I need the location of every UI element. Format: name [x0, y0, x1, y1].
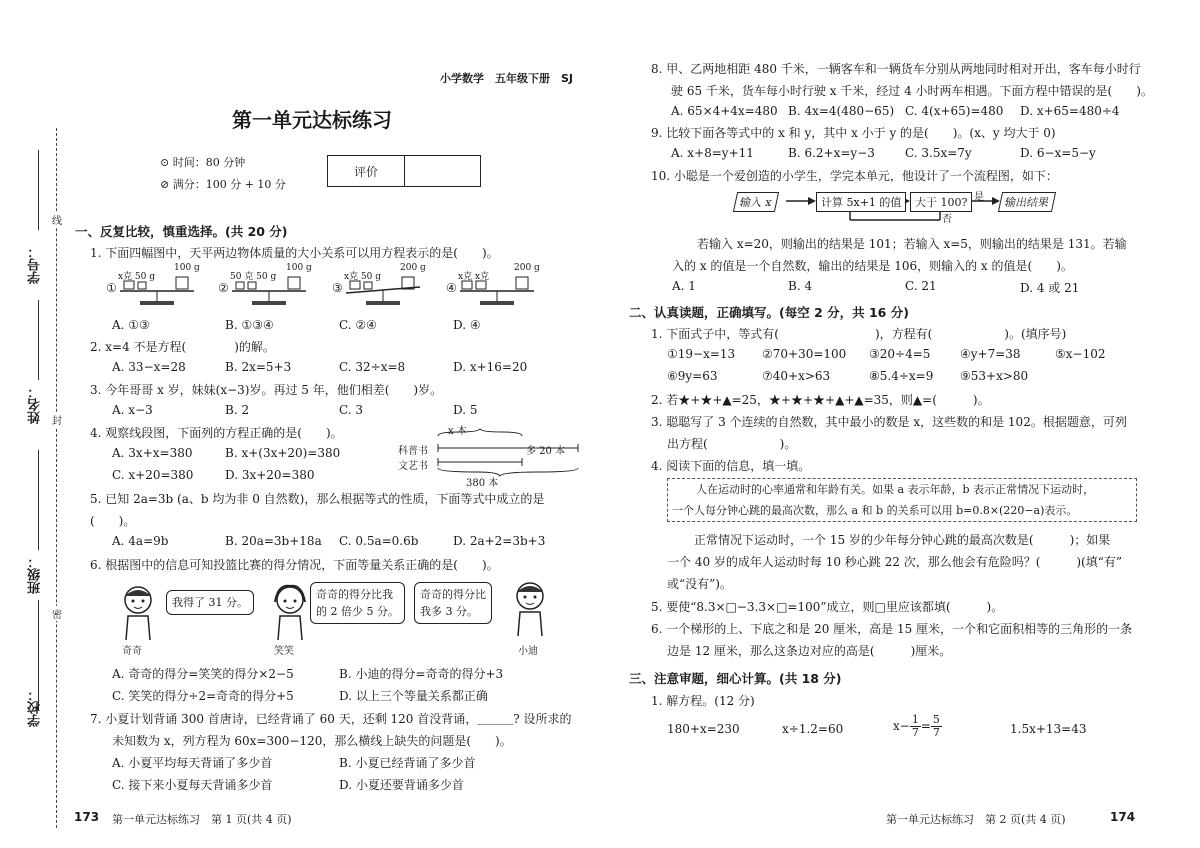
left-page-number: 173: [74, 810, 100, 824]
q6-stem: 6. 根据图中的信息可知投篮比赛的得分情况，下面等量关系正确的是( )。: [90, 558, 499, 572]
q9-option-c[interactable]: C. 3.5x=7y: [905, 146, 972, 160]
xingming-line: [38, 300, 39, 380]
q4-option-b[interactable]: B. x+(3x+20)=380: [225, 446, 341, 460]
q1-option-c[interactable]: C. ②④: [339, 318, 377, 332]
heart-rate-info-box: [667, 478, 1137, 522]
s2-q2: 2. 若★+★+▲=25，★+★+★+▲+▲=35，则▲=( )。: [651, 393, 990, 407]
section-2-heading: 二、认真读题，正确填写。(每空 2 分，共 16 分): [629, 305, 909, 320]
q7-option-d[interactable]: D. 小夏还要背诵多少首: [339, 778, 464, 792]
xiaoxiao-avatar: [270, 582, 310, 642]
scale-2: ② 50 克 50 g 100 g: [216, 265, 316, 307]
s2-q1-expr-5: ⑤x−102: [1055, 347, 1106, 361]
q9-option-a[interactable]: A. x+8=y+11: [671, 146, 754, 160]
section-1-heading: 一、反复比较，慎重选择。(共 20 分): [75, 224, 288, 239]
q2-option-d[interactable]: D. x+16=20: [453, 360, 528, 374]
q5-option-b[interactable]: B. 20a=3b+18a: [225, 534, 322, 548]
info-line-1: 人在运动时的心率通常和年龄有关。如果 a 表示年龄，b 表示正常情况下运动时，: [696, 483, 1095, 496]
xingming-label: 姓名：: [28, 385, 43, 424]
q8-option-d[interactable]: D. x+65=480÷4: [1020, 104, 1120, 118]
flow-input: 输入 x: [733, 192, 779, 212]
q5-option-c[interactable]: C. 0.5a=0.6b: [339, 534, 419, 548]
flow-yes: 是: [974, 192, 984, 203]
equation-3: x− $\frac{1}{7}$ = $\frac{5}{7}$: [893, 713, 940, 739]
q4-stem: 4. 观察线段图，下面列的方程正确的是( )。: [90, 426, 343, 440]
q4-option-c[interactable]: C. x+20=380: [112, 468, 194, 482]
q10-text-1: 若输入 x=20，则输出的结果是 101；若输入 x=5，则输出的结果是 131。若输: [697, 237, 1127, 251]
q8-option-a[interactable]: A. 65×4+4x=480: [671, 104, 778, 118]
q7-option-b[interactable]: B. 小夏已经背诵了多少首: [339, 756, 476, 770]
q3-option-b[interactable]: B. 2: [225, 403, 250, 417]
s2-q5: 5. 要使“8.3×□−3.3×□=100”成立，则□里应该都填( )。: [651, 600, 1004, 614]
flow-no: 否: [942, 214, 952, 225]
equation-1: 180+x=230: [667, 722, 740, 736]
xiaoxiao-name: 笑笑: [274, 646, 294, 657]
s2-q4-text-1: 正常情况下运动时，一个 15 岁的少年每分钟心跳的最高次数是( )；如果: [694, 533, 1111, 547]
scale-4: ④ x克 x克 200 g: [444, 265, 544, 307]
q10-option-c[interactable]: C. 21: [905, 279, 937, 293]
xuexiao-label: 学校：: [28, 688, 43, 727]
scale-3: ③ x克 50 g 200 g: [330, 265, 430, 307]
q7-stem-cont: 未知数为 x，列方程为 60x=300−120，那么横线上缺失的问题是( )。: [112, 734, 512, 748]
q10-option-d[interactable]: D. 4 或 21: [1020, 281, 1080, 295]
s2-q1-expr-7: ⑦40+x>63: [762, 369, 831, 383]
score-info: ⊘ 满分：100 分 + 10 分: [160, 178, 286, 191]
evaluation-box: [327, 155, 481, 187]
q9-stem: 9. 比较下面各等式中的 x 和 y，其中 x 小于 y 的是( )。(x、y 均大于 0): [651, 126, 1056, 140]
q1-option-a[interactable]: A. ①③: [112, 318, 150, 332]
xian-mark: 线: [52, 212, 62, 227]
mi-mark: 密: [52, 606, 62, 621]
s2-q1-expr-6: ⑥9y=63: [667, 369, 718, 383]
equation-4: 1.5x+13=43: [1010, 722, 1087, 736]
q10-option-a[interactable]: A. 1: [672, 279, 696, 293]
q4-option-a[interactable]: A. 3x+x=380: [112, 446, 193, 460]
qiqi-avatar: [118, 582, 158, 642]
banji-line: [38, 450, 39, 550]
flow-condition: 大于 100?: [910, 192, 972, 212]
q3-option-d[interactable]: D. 5: [453, 403, 478, 417]
q8-stem: 8. 甲、乙两地相距 480 千米，一辆客车和一辆货车分别从两地同时相对开出，客车每小时行: [651, 62, 1141, 76]
xuehao-line: [38, 150, 39, 230]
scale-1: ① x克 50 g 100 g: [104, 265, 204, 307]
s2-q1-expr-4: ④y+7=38: [960, 347, 1021, 361]
q7-stem: 7. 小夏计划背诵 300 首唐诗，已经背诵了 60 天，还剩 120 首没背诵，＿＿＿? 设所求的: [90, 712, 572, 726]
balance-scales-figure: [104, 263, 540, 307]
evaluation-label: 评价: [328, 156, 405, 186]
info-line-2: 一个人每分钟心跳的最高次数，那么 a 和 b 的关系可以用 b=0.8×(220−a)表示。: [672, 504, 1078, 517]
q3-stem: 3. 今年哥哥 x 岁，妹妹(x−3)岁。再过 5 年，他们相差( )岁。: [90, 383, 443, 397]
feng-mark: 封: [52, 412, 62, 427]
page-title: 第一单元达标练习: [232, 108, 392, 132]
xiaodi-bubble: 奇奇的得分比 我多 3 分。: [414, 582, 492, 624]
xiaoxiao-bubble: 奇奇的得分比我 的 2 倍少 5 分。: [310, 582, 405, 624]
flow-output: 输出结果: [998, 192, 1056, 212]
s2-q3-line1: 3. 聪聪写了 3 个连续的自然数，其中最小的数是 x，这些数的和是 102。根据题意，可列: [651, 415, 1127, 429]
q2-option-a[interactable]: A. 33−x=28: [112, 360, 186, 374]
q9-option-d[interactable]: D. 6−x=5−y: [1020, 146, 1096, 160]
q7-option-c[interactable]: C. 接下来小夏每天背诵多少首: [112, 778, 273, 792]
s2-q4-stem: 4. 阅读下面的信息，填一填。: [651, 459, 811, 473]
left-footer-text: 第一单元达标练习 第 1 页(共 4 页): [112, 813, 292, 826]
banji-label: 班级：: [28, 555, 43, 594]
s2-q6-line1: 6. 一个梯形的上、下底之和是 20 厘米，高是 15 厘米，一个和它面积相等的三角形的一条: [651, 622, 1133, 636]
flow-calc: 计算 5x+1 的值: [816, 192, 906, 212]
q2-stem: 2. x=4 不是方程( )的解。: [90, 340, 275, 354]
q8-stem-cont: 驶 65 千米，货车每小时行驶 x 千米，经过 4 小时两车相遇。下面方程中错误的是( )。: [671, 84, 1153, 98]
q6-option-d[interactable]: D. 以上三个等量关系都正确: [339, 689, 488, 703]
q10-option-b[interactable]: B. 4: [788, 279, 813, 293]
basketball-dialogue-figure: [118, 578, 558, 660]
s2-q6-line2: 边是 12 厘米，那么这条边对应的高是( )厘米。: [667, 644, 952, 658]
xiaodi-avatar: [510, 578, 550, 638]
q6-option-a[interactable]: A. 奇奇的得分=笑笑的得分×2−5: [112, 667, 294, 681]
time-info: ⊙ 时间：80 分钟: [160, 156, 246, 169]
q6-option-c[interactable]: C. 笑笑的得分÷2=奇奇的得分+5: [112, 689, 294, 703]
q8-option-c[interactable]: C. 4(x+65)=480: [905, 104, 1004, 118]
q1-option-d[interactable]: D. ④: [453, 318, 481, 332]
q8-option-b[interactable]: B. 4x=4(480−65): [788, 104, 895, 118]
right-page-number: 174: [1110, 810, 1136, 824]
s2-q4-text-2: 一个 40 岁的成年人运动时每 10 秒心跳 22 次，那么他会有危险吗？( )(填“有”: [667, 555, 1123, 569]
xuehao-label: 学号：: [28, 245, 43, 284]
s2-q1-expr-2: ②70+30=100: [762, 347, 847, 361]
q3-option-c[interactable]: C. 3: [339, 403, 364, 417]
equation-2: x÷1.2=60: [782, 722, 844, 736]
q5-option-d[interactable]: D. 2a+2=3b+3: [453, 534, 546, 548]
right-footer-text: 第一单元达标练习 第 2 页(共 4 页): [886, 813, 1066, 826]
q7-option-a[interactable]: A. 小夏平均每天背诵了多少首: [112, 756, 273, 770]
q6-option-b[interactable]: B. 小迪的得分=奇奇的得分+3: [339, 667, 504, 681]
q5-option-a[interactable]: A. 4a=9b: [112, 534, 169, 548]
q2-option-c[interactable]: C. 32÷x=8: [339, 360, 406, 374]
q5-stem: 5. 已知 2a=3b (a、b 均为非 0 自然数)，那么根据等式的性质，下面等式中成立的是: [90, 492, 545, 506]
segment-diagram: x 本 科普书 文艺书 多 20 本 380 本: [398, 424, 588, 484]
s2-q4-text-3: 或“没有”)。: [667, 577, 732, 591]
q9-option-b[interactable]: B. 6.2+x=y−3: [788, 146, 875, 160]
xiaodi-name: 小迪: [518, 646, 538, 657]
section-3-heading: 三、注意审题，细心计算。(共 18 分): [629, 671, 842, 686]
q10-text-2: 入的 x 的值是一个自然数，输出的结果是 106，则输入的 x 的值是( )。: [672, 259, 1073, 273]
s2-q3-line2: 出方程( )。: [667, 437, 797, 451]
q1-stem: 1. 下面四幅图中，天平两边物体质量的大小关系可以用方程表示的是( )。: [90, 246, 499, 260]
s2-q1-expr-3: ③20÷4=5: [869, 347, 931, 361]
s3-q1-stem: 1. 解方程。(12 分): [651, 694, 755, 708]
binding-line: [56, 128, 57, 828]
q2-option-b[interactable]: B. 2x=5+3: [225, 360, 292, 374]
q1-option-b[interactable]: B. ①③④: [225, 318, 274, 332]
s2-q1-stem: 1. 下面式子中，等式有( )，方程有( )。(填序号): [651, 327, 1067, 341]
s2-q1-expr-1: ①19−x=13: [667, 347, 736, 361]
series-label: 小学数学 五年级下册 SJ: [440, 72, 574, 85]
qiqi-bubble: 我得了 31 分。: [166, 590, 254, 615]
qiqi-name: 奇奇: [122, 646, 142, 657]
q3-option-a[interactable]: A. x−3: [112, 403, 153, 417]
q10-stem: 10. 小聪是一个爱创造的小学生，学完本单元，他设计了一个流程图，如下：: [651, 169, 1058, 183]
q5-stem-cont: ( )。: [90, 514, 136, 528]
s2-q1-expr-9: ⑨53+x>80: [960, 369, 1029, 383]
s2-q1-expr-8: ⑧5.4÷x=9: [869, 369, 934, 383]
q4-option-d[interactable]: D. 3x+20=380: [225, 468, 315, 482]
